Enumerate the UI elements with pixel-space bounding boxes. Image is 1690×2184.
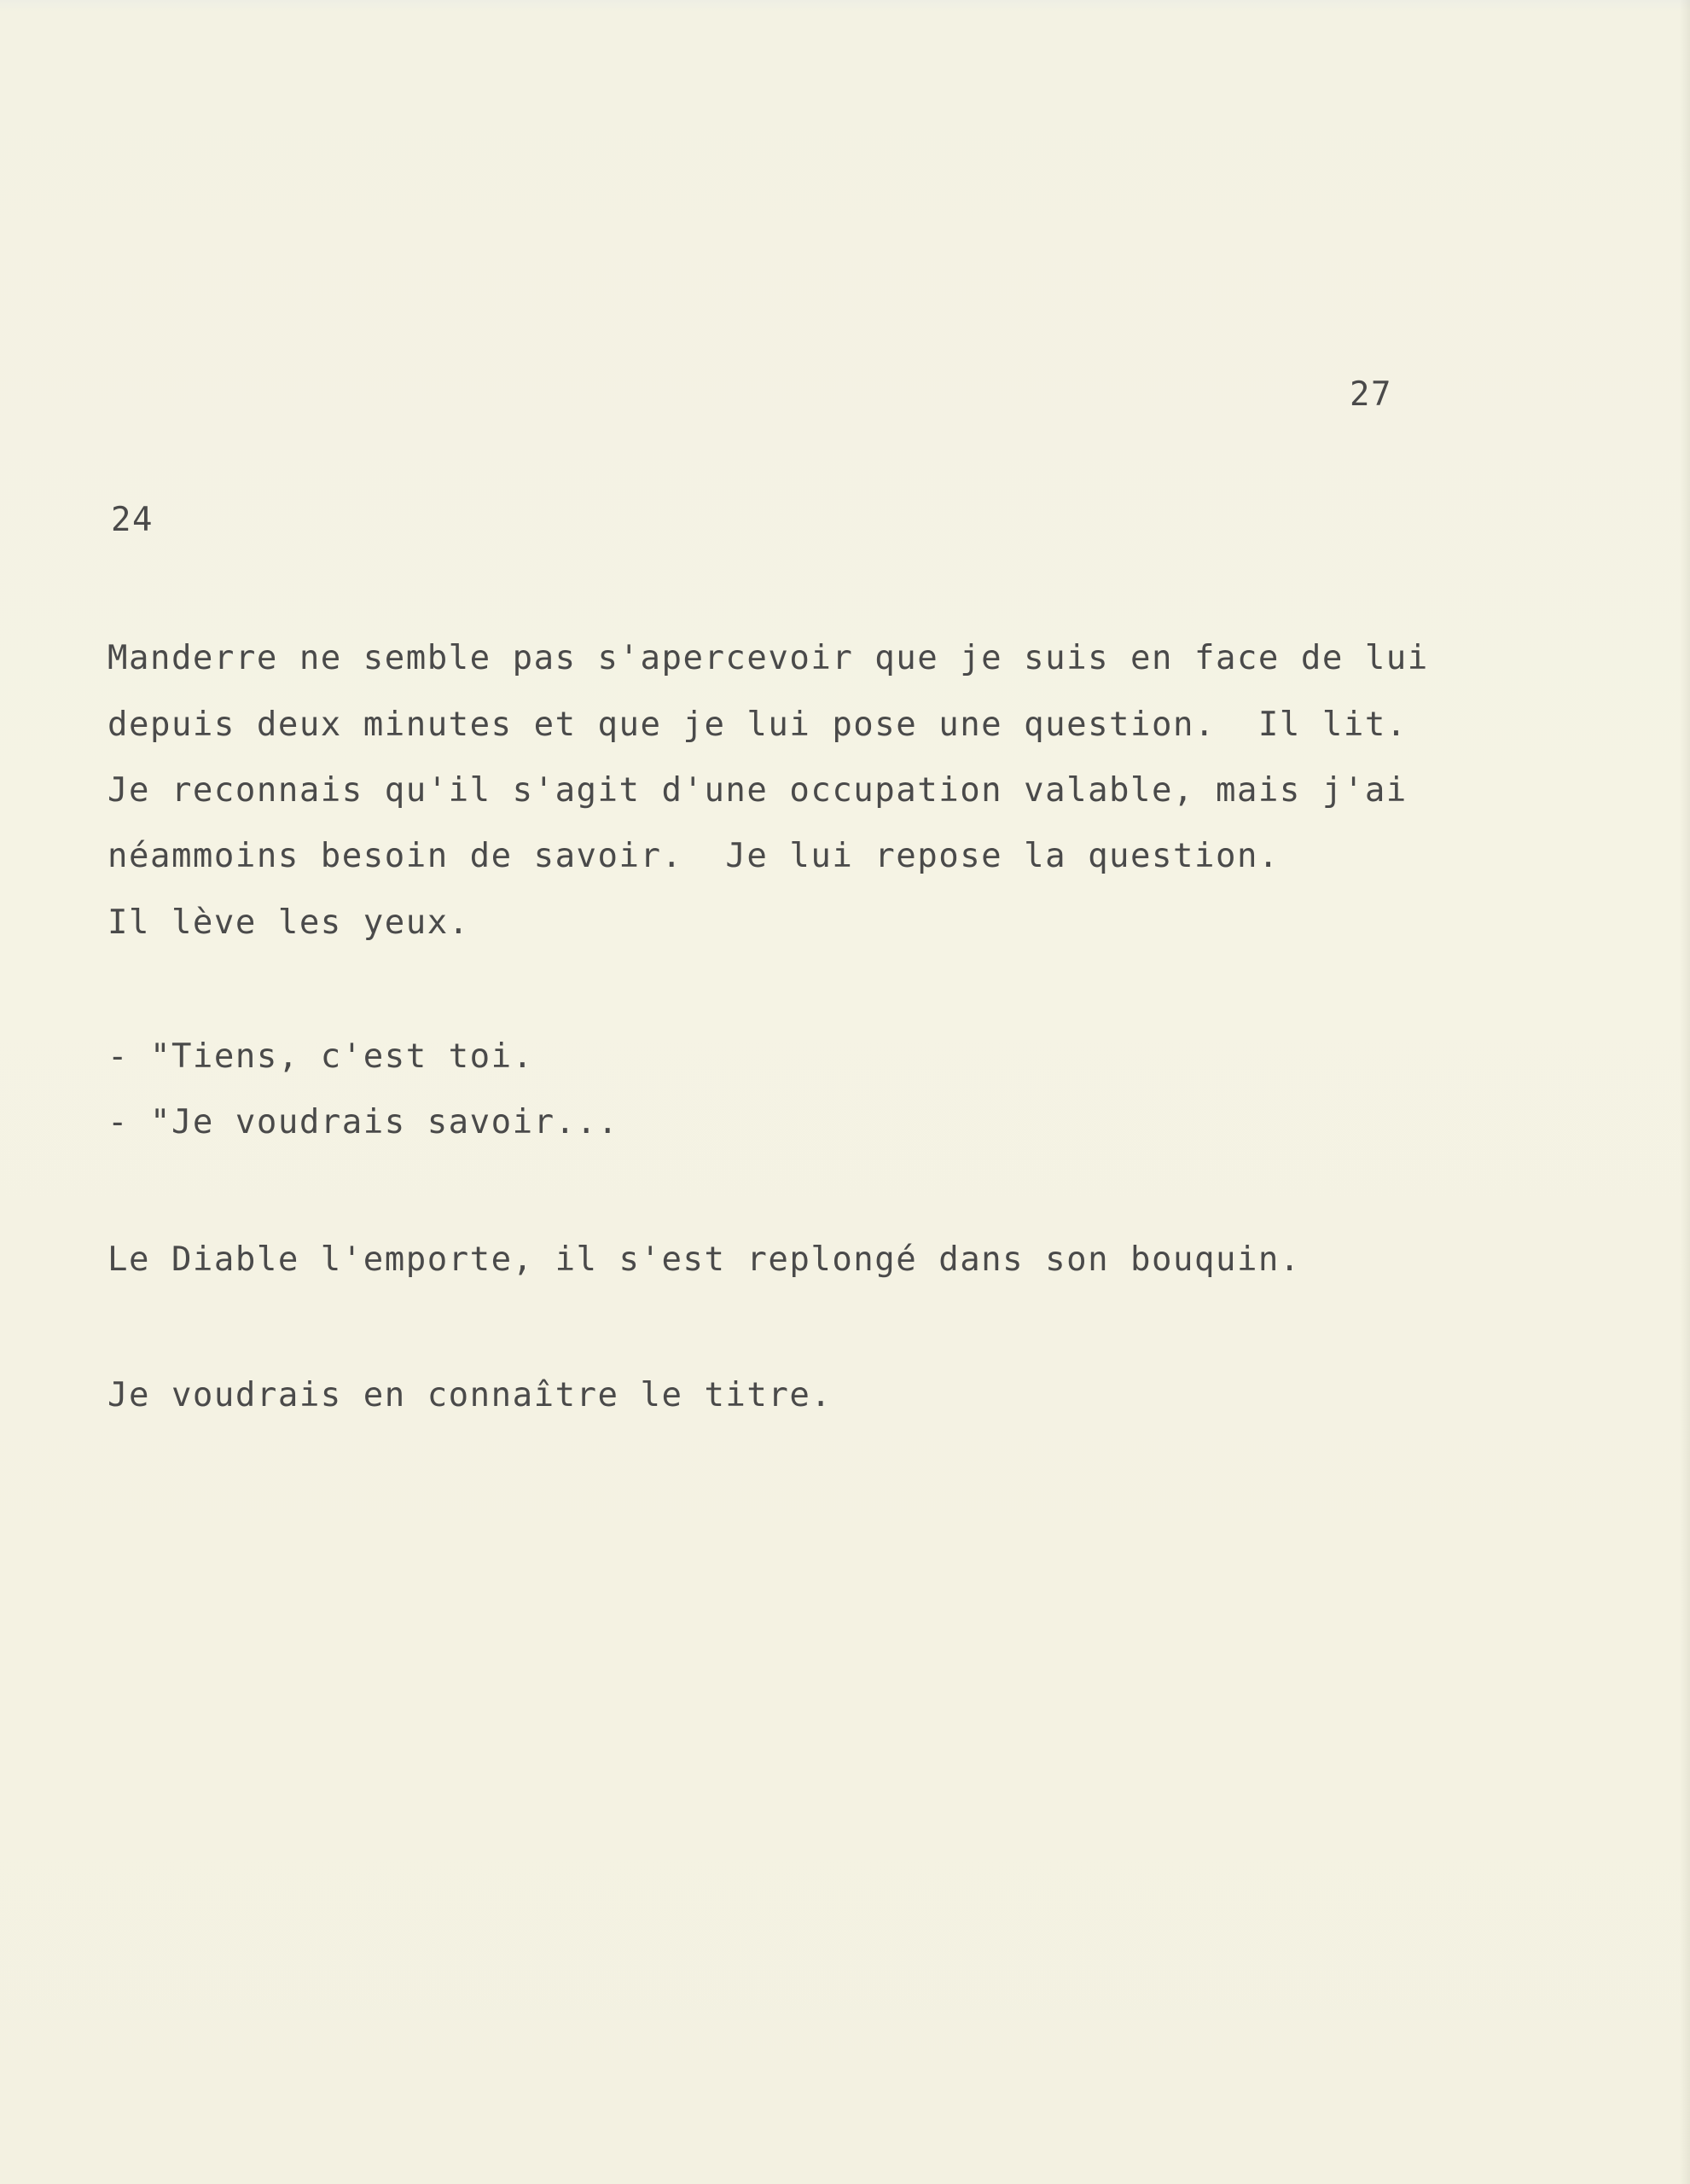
paragraph-1-line-4: néammoins besoin de savoir. Je lui repose la question.	[107, 837, 1280, 875]
page-number: 27	[1350, 375, 1392, 414]
paragraph-1-line-5: Il lève les yeux.	[107, 903, 470, 942]
paragraph-2: Le Diable l'emporte, il s'est replongé dans son bouquin.	[107, 1240, 1301, 1279]
section-number: 24	[111, 501, 154, 539]
dialogue-line-1: - "Tiens, c'est toi.	[107, 1037, 534, 1076]
paper-edge-shadow	[1680, 0, 1690, 2184]
paragraph-1-line-1: Manderre ne semble pas s'apercevoir que je suis en face de lui	[107, 639, 1429, 677]
paragraph-3: Je voudrais en connaître le titre.	[107, 1376, 833, 1414]
dialogue-line-2: - "Je voudrais savoir...	[107, 1103, 619, 1141]
paragraph-1-line-3: Je reconnais qu'il s'agit d'une occupation valable, mais j'ai	[107, 771, 1408, 810]
paragraph-1-line-2: depuis deux minutes et que je lui pose une question. Il lit.	[107, 706, 1408, 744]
